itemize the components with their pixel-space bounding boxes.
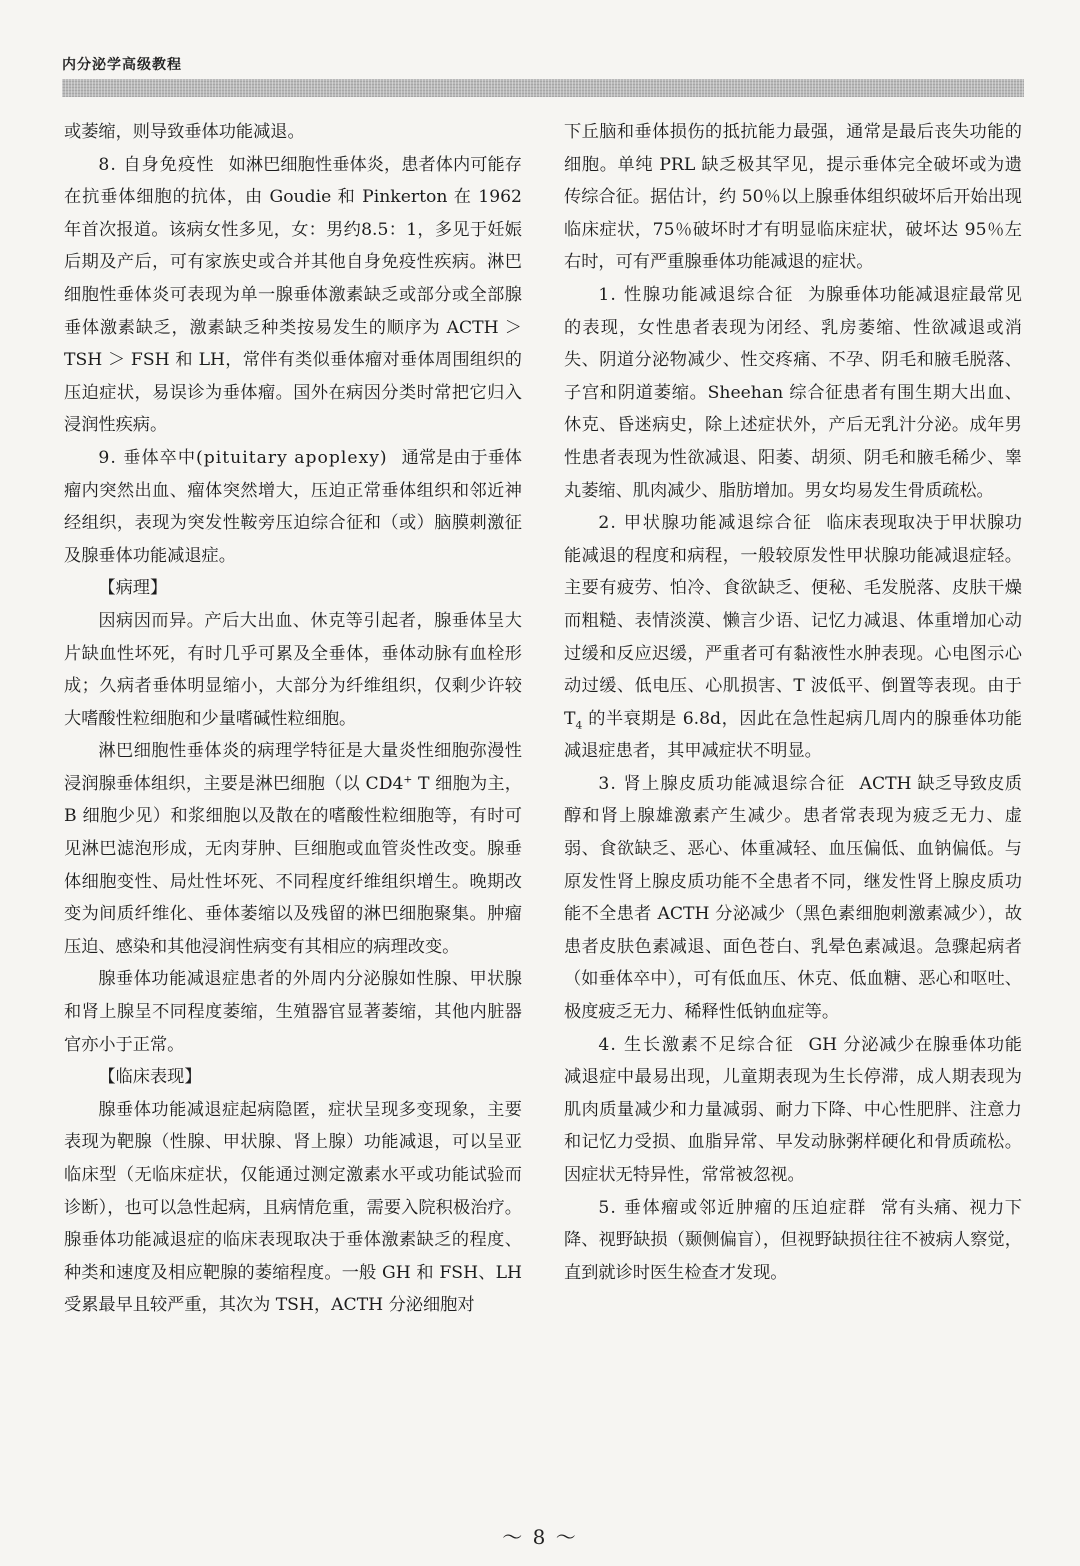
section-r2-lead: 2. 甲状腺功能减退综合征 [598, 513, 813, 534]
pathology-paragraph-2 [64, 735, 522, 963]
pathology-p2-text-b: T 细胞为主，B 细胞少见）和浆细胞以及散在的嗜酸性粒细胞等，有时可见淋巴滤泡形成，无肉芽肿、巨细胞或血管炎性改变。腺垂体细胞变性、局灶性坏死、不同程度纤维组织增生。晚期改变为间质纤维化、垂体萎缩以及残留的淋巴细胞聚集。肿瘤压迫、感染和其他浸润性病变有其相应的病理改变。 [64, 773, 522, 957]
right-column [564, 116, 1022, 1289]
section-r1 [564, 279, 1022, 507]
section-r3-body: ACTH 缺乏导致皮质醇和肾上腺雄激素产生减少。患者常表现为疲乏无力、虚弱、食欲缺乏、恶心、体重减轻、血压偏低、血钠偏低。与原发性肾上腺皮质功能不全患者不同，继发性肾上腺皮质功能不全患者 ACTH 分泌减少（黑色素细胞刺激素减少），故患者皮肤色素减退、面色苍白、乳晕色素减退。急骤起病者（如垂体卒中），可有低血压、休克、低血糖、恶心和呕吐、极度疲乏无力、稀释性低钠血症等。 [564, 773, 1022, 1023]
paragraph-intro: 或萎缩，则导致垂体功能减退。 [64, 122, 305, 142]
section-r2 [564, 507, 1022, 768]
section-8-lead: 8. 自身免疫性 [98, 154, 215, 175]
pathology-p2-text-a: 淋巴细胞性垂体炎的病理学特征是大量炎性细胞弥漫性浸润腺垂体组织，主要是淋巴细胞（以 CD4 [64, 741, 522, 794]
pathology-paragraph-3: 腺垂体功能减退症患者的外周内分泌腺如性腺、甲状腺和肾上腺呈不同程度萎缩，生殖器官显著萎缩，其他内脏器官亦小于正常。 [64, 969, 522, 1055]
section-r5-lead: 5. 垂体瘤或邻近肿瘤的压迫症群 [598, 1197, 867, 1218]
section-r4-body: GH 分泌减少在腺垂体功能减退症中最易出现，儿童期表现为生长停滞，成人期表现为肌肉质量减少和力量减弱、耐力下降、中心性肥胖、注意力和记忆力受损、血脂异常、早发动脉粥样硬化和骨质疏松。因症状无特异性，常常被忽视。 [564, 1034, 1022, 1185]
section-r5-body: 常有头痛、视力下降、视野缺损（颞侧偏盲），但视野缺损往往不被病人察觉，直到就诊时医生检查才发现。 [564, 1197, 1022, 1283]
section-r3-lead: 3. 肾上腺皮质功能减退综合征 [598, 773, 846, 794]
section-r1-lead: 1. 性腺功能减退综合征 [598, 284, 794, 305]
book-title: 内分泌学高级教程 [62, 57, 182, 73]
pathology-heading: 【病理】 [98, 578, 168, 599]
section-r1-body: 为腺垂体功能减退症最常见的表现，女性患者表现为闭经、乳房萎缩、性欲减退或消失、阴道分泌物减少、性交疼痛、不孕、阴毛和腋毛脱落、子宫和阴道萎缩。Sheehan 综合征患者有围生期大出血、休克、昏迷病史，除上述症状外，产后无乳汁分泌。成年男性患者表现为性欲减退、阳萎、胡须、阴毛和腋毛稀少、睾丸萎缩、肌肉减少、脂肪增加。男女均易发生骨质疏松。 [564, 284, 1022, 501]
left-column [64, 116, 522, 1322]
pathology-paragraph-1: 因病因而异。产后大出血、休克等引起者，腺垂体呈大片缺血性坏死，有时几乎可累及全垂体，垂体动脉有血栓形成；久病者垂体明显缩小，大部分为纤维组织，仅剩少许较大嗜酸性粒细胞和少量嗜碱性粒细胞。 [64, 610, 522, 729]
section-r4-lead: 4. 生长激素不足综合征 [598, 1034, 795, 1055]
section-8 [64, 149, 522, 442]
section-r3 [564, 768, 1022, 1029]
section-8-body: 如淋巴细胞性垂体炎，患者体内可能存在抗垂体细胞的抗体，由 Goudie 和 Pinkerton 在 1962 年首次报道。该病女性多见，女：男约8.5：1，多见于妊娠后期及产后，可有家族史或合并其他自身免疫性疾病。淋巴细胞性垂体炎可表现为单一腺垂体激素缺乏或部分或全部腺垂体激素缺乏，激素缺乏种类按易发生的顺序为 ACTH ＞ TSH ＞ FSH 和 LH，常伴有类似垂体瘤对垂体周围组织的压迫症状，易误诊为垂体瘤。国外在病因分类时常把它归入浸润性疾病。 [64, 154, 522, 436]
section-r2-body-a: 临床表现取决于甲状腺功能减退的程度和病程，一般较原发性甲状腺功能减退症轻。主要有疲劳、怕冷、食欲缺乏、便秘、毛发脱落、皮肤干燥而粗糙、表情淡漠、懒言少语、记忆力减退、体重增加心动过缓和反应迟缓，严重者可有黏液性水肿表现。心电图示心动过缓、低电压、心肌损害、T 波低平、倒置等表现。由于 T [564, 513, 1022, 729]
section-9-body: 通常是由于垂体瘤内突然出血、瘤体突然增大，压迫正常垂体组织和邻近神经组织，表现为突发性鞍旁压迫综合征和（或）脑膜刺激征及腺垂体功能减退症。 [64, 447, 522, 566]
cd4-superscript: + [403, 772, 413, 786]
section-r5 [564, 1192, 1022, 1290]
clinical-paragraph-1: 腺垂体功能减退症起病隐匿，症状呈现多变现象，主要表现为靶腺（性腺、甲状腺、肾上腺）功能减退，可以呈亚临床型（无临床症状，仅能通过测定激素水平或功能试验而诊断），也可以急性起病，且病情危重，需要入院积极治疗。腺垂体功能减退症的临床表现取决于垂体激素缺乏的程度、种类和速度及相应靶腺的萎缩程度。一般 GH 和 FSH、LH 受累最早且较严重，其次为 TSH，ACTH 分泌细胞对 [64, 1099, 522, 1316]
running-header [62, 55, 1024, 97]
t4-subscript: 4 [575, 718, 583, 732]
section-9 [64, 442, 522, 572]
section-9-lead: 9. 垂体卒中(pituitary apoplexy) [98, 447, 388, 468]
section-r2-body-b: 的半衰期是 6.8d，因此在急性起病几周内的腺垂体功能减退症患者，其甲减症状不明显。 [564, 708, 1022, 762]
clinical-heading: 【临床表现】 [98, 1067, 202, 1088]
page-number: ～ 8 ～ [502, 1525, 578, 1549]
paragraph-continued: 下丘脑和垂体损伤的抵抗能力最强，通常是最后丧失功能的细胞。单纯 PRL 缺乏极其罕见，提示垂体完全破坏或为遗传综合征。据估计，约 50％以上腺垂体组织破坏后开始出现临床症状，75％破坏时才有明显临床症状，破坏达 95％左右时，可有严重腺垂体功能减退的症状。 [564, 122, 1022, 273]
header-rule [62, 79, 1024, 97]
section-r4 [564, 1029, 1022, 1192]
